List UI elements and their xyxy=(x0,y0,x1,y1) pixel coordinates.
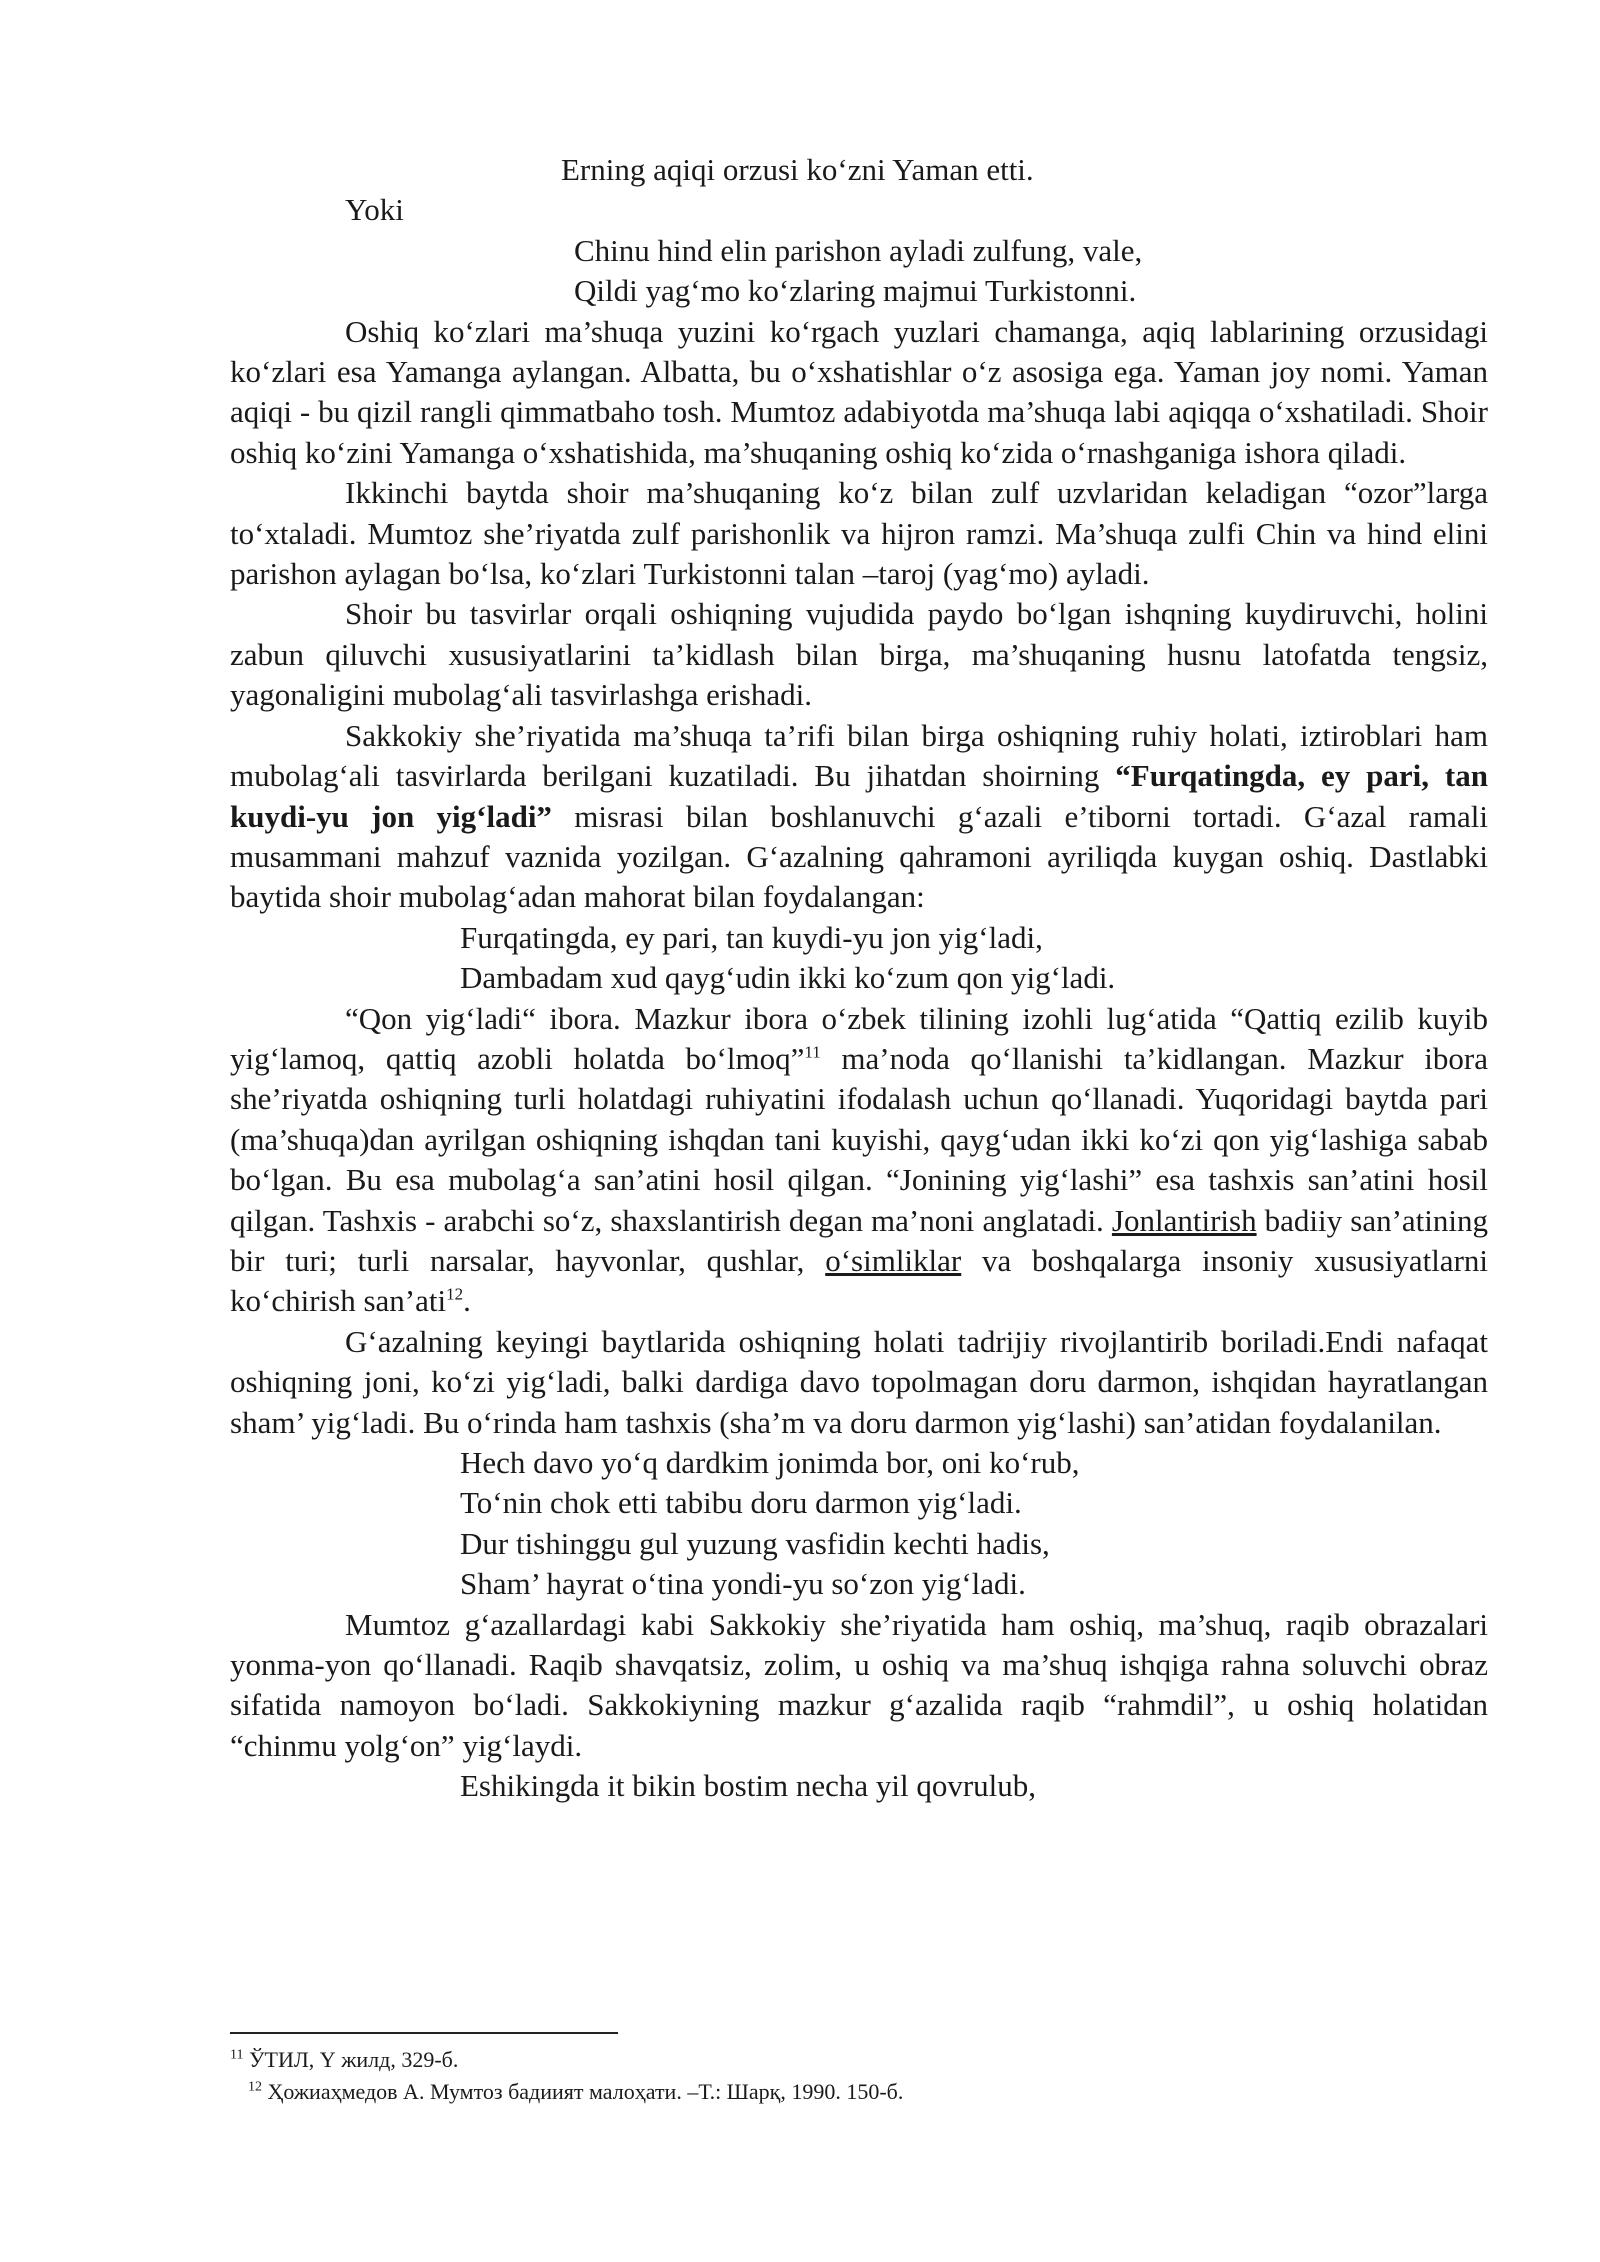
connector-word: Yoki xyxy=(345,192,404,228)
verse-line: Hech davo yo‘q dardkim jonimda bor, oni ko‘rub, xyxy=(460,1445,1080,1480)
verse-line: Qildi yag‘mo ko‘zlaring majmui Turkistonni. xyxy=(574,273,1137,309)
verse-line: Chinu hind elin parishon ayladi zulfung, vale, xyxy=(574,232,1143,268)
footnote-number: 11 xyxy=(230,2047,244,2063)
footnote-ref[interactable]: 11 xyxy=(804,1042,821,1062)
footnote-number: 12 xyxy=(248,2079,262,2095)
quoted-verse-bold: “Furqatingda, ey pari, tan kuydi-yu jon yig‘ladi” xyxy=(230,758,1488,834)
paragraph-text: badiiy san’atining bir turi; turli narsalar, hayvonlar, qushlar, xyxy=(230,1202,1488,1278)
paragraph-text: va boshqalarga insoniy xususiyatlarni ko‘chirish san’ati xyxy=(230,1242,1488,1319)
verse-line: Dur tishinggu gul yuzung vasfidin kechti hadis, xyxy=(460,1525,1050,1561)
paragraph-text: “Qon yig‘ladi“ ibora. Mazkur ibora o‘zbek tilining izohli lug‘atida “Qattiq ezilib kuyib yig‘lamoq, qattiq azobli holatda bo‘lmoq” xyxy=(230,1000,1488,1076)
footnote-divider xyxy=(230,2032,618,2034)
verse-line: Eshikingda it bikin bostim necha yil qovrulub, xyxy=(460,1768,1037,1804)
footnote-12 xyxy=(230,2076,1330,2108)
link-osimliklar[interactable]: o‘simliklar xyxy=(825,1242,962,1278)
paragraph: Shoir bu tasvirlar orqali oshiqning vujudida paydo bo‘lgan ishqning kuydiruvchi, holini zabun qiluvchi xususiyatlarini ta’kidlash bilan birga, ma’shuqaning husnu latofatda tengsiz, yagonaligini mubolag‘ali tasvirlashga erishadi. xyxy=(230,596,1488,713)
paragraph xyxy=(230,716,1488,918)
paragraph: Ikkinchi baytda shoir ma’shuqaning ko‘z bilan zulf uzvlaridan keladigan “ozor”larga to‘xtaladi. Mumtoz she’riyatda zulf parishonlik va hijron ramzi. Ma’shuqa zulfi Chin va hind elini parishon aylagan bo‘lsa, ko‘zlari Turkistonni talan –taroj (yag‘mo) ayladi. xyxy=(230,475,1488,592)
paragraph-text: . xyxy=(463,1283,471,1319)
verse-line: Sham’ hayrat o‘tina yondi-yu so‘zon yig‘ladi. xyxy=(460,1566,1026,1602)
footnote-text: ЎТИЛ, Ү жилд, 329-б. xyxy=(243,2047,459,2072)
paragraph-text: ma’noda qo‘llanishi ta’kidlangan. Mazkur ibora she’riyatda oshiqning turli holatdagi ruhiyatini ifodalash uchun qo‘llanadi. Yuqoridagi baytda pari (ma’shuqa)dan ayrilgan oshiqning ishqdan tani kuyishi, qayg‘udan ikki ko‘zi qon yig‘lashiga sabab bo‘lgan. Bu esa mubolag‘a san’atini hosil qilgan. “Jonining yig‘lashi” esa tashxis san’atini hosil qilgan. Tashxis - arabchi so‘z, shaxslantirish degan ma’noni anglatadi. xyxy=(230,1040,1488,1238)
footnote-text: Ҳожиаҳмедов А. Мумтоз бадиият малоҳати. –Т.: Шарқ, 1990. 150-б. xyxy=(262,2079,904,2104)
verse-line: Furqatingda, ey pari, tan kuydi-yu jon yig‘ladi, xyxy=(460,919,1043,955)
paragraph-text: misrasi bilan boshlanuvchi g‘azali e’tiborni tortadi. G‘azal ramali musammani mahzuf vaznida yozilgan. G‘azalning qahramoni ayriliqda kuygan oshiq. Dastlabki baytida shoir mubolag‘adan mahorat bilan foydalangan: xyxy=(230,798,1488,915)
link-jonlantirish[interactable]: Jonlantirish xyxy=(1111,1202,1257,1238)
paragraph-text: Sakkokiy she’riyatida ma’shuqa ta’rifi bilan birga oshiqning ruhiy holati, iztiroblari ham mubolag‘ali tasvirlarda berilgani kuzatiladi. Bu jihatdan shoirning xyxy=(230,717,1488,794)
verse-line: Dambadam xud qayg‘udin ikki ko‘zum qon yig‘ladi. xyxy=(460,960,1116,996)
footnotes xyxy=(230,2044,1330,2108)
paragraph xyxy=(230,999,1488,1322)
verse-line: Erning aqiqi orzusi ko‘zni Yaman etti. xyxy=(561,152,1034,187)
paragraph: G‘azalning keyingi baytlarida oshiqning holati tadrijiy rivojlantirib boriladi.Endi nafaqat oshiqning joni, ko‘zi yig‘ladi, balki dardiga davo topolmagan doru darmon, ishqidan hayratlangan sham’ yig‘ladi. Bu o‘rinda ham tashxis (sha’m va doru darmon yig‘lashi) san’atidan foydalanilan. xyxy=(230,1323,1488,1440)
document-body xyxy=(230,150,1488,1807)
verse-line: To‘nin chok etti tabibu doru darmon yig‘ladi. xyxy=(460,1485,1022,1521)
footnote-ref[interactable]: 12 xyxy=(446,1285,464,1305)
paragraph: Oshiq ko‘zlari ma’shuqa yuzini ko‘rgach yuzlari chamanga, aqiq lablarining orzusidagi ko‘zlari esa Yamanga aylangan. Albatta, bu o‘xshatishlar o‘z asosiga ega. Yaman joy nomi. Yaman aqiqi - bu qizil rangli qimmatbaho tosh. Mumtoz adabiyotda ma’shuqa labi aqiqqa o‘xshatiladi. Shoir oshiq ko‘zini Yamanga o‘xshatishida, ma’shuqaning oshiq ko‘zida o‘rnashganiga ishora qiladi. xyxy=(230,313,1488,470)
paragraph: Mumtoz g‘azallardagi kabi Sakkokiy she’riyatida ham oshiq, ma’shuq, raqib obrazalari yonma-yon qo‘llanadi. Raqib shavqatsiz, zolim, u oshiq va ma’shuq ishqiga rahna soluvchi obraz sifatida namoyon bo‘ladi. Sakkokiyning mazkur g‘azalida raqib “rahmdil”, u oshiq holatidan “chinmu yolg‘on” yig‘laydi. xyxy=(230,1606,1488,1763)
footnote-11 xyxy=(230,2044,1330,2076)
